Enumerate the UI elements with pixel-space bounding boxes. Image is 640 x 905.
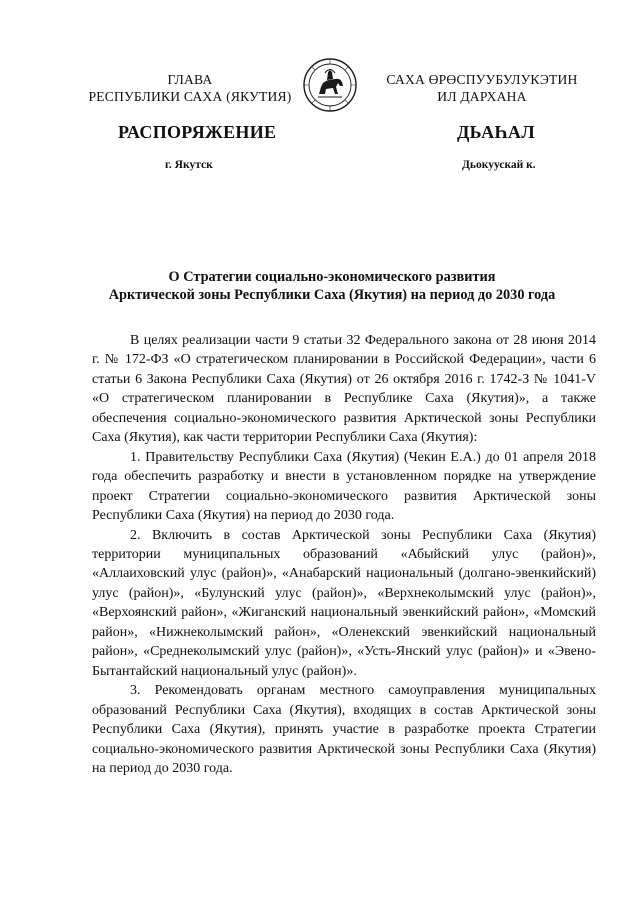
header-left-line-2: РЕСПУБЛИКИ САХА (ЯКУТИЯ) (88, 89, 292, 104)
document-type-ru: РАСПОРЯЖЕНИЕ (118, 122, 277, 142)
clause-3-paragraph: 3. Рекомендовать органам местного самоуправления муниципальных образований Республики Саха (Якутия), входящих в состав Арктической зоны Республики Саха (Якутия), принять участие в разработке проекта Стратегии социально-экономического развития Арктической зоны Республики Саха (Якутия) на период до 2030 года. (92, 683, 596, 776)
header-left-line-1: ГЛАВА (167, 72, 213, 87)
header-right-line-1: САХА ӨРӨСПУУБУЛУКЭТИН (386, 72, 578, 87)
header-right (382, 71, 582, 105)
clause-2-paragraph: 2. Включить в состав Арктической зоны Республики Саха (Якутия) территории муниципальных образований «Абыйский улус (район)», «Аллаиховский улус (район)», «Анабарский национальный (долгано-эвенкийский) улус (район)», «Булунский улус (район)», «Верхнеколымский улус (район)», «Верхоянский район», «Жиганский национальный эвенкийский район», «Момский район», «Нижнеколымский район», «Оленекский эвенкийский национальный район», «Среднеколымский улус (район)», «Усть-Янский улус (район)» и «Эвено-Бытантайский национальный улус (район)». (92, 527, 596, 679)
document-title (80, 268, 584, 304)
city-sah: Дьокуускай к. (462, 159, 536, 171)
preamble-paragraph: В целях реализации части 9 статьи 32 Федерального закона от 28 июня 2014 г. № 172-ФЗ «О стратегическом планировании в Российской Федерации», части 6 статьи 6 Закона Республики Саха (Якутия) от 26 октября 2016 г. 1742-З № 1041-V «О стратегическом планировании в Республике Саха (Якутия)», а также обеспечения социально-экономического развития Арктической зоны Республики Саха (Якутия), как части территории Республики Саха (Якутия): (92, 333, 596, 446)
clause-1-paragraph: 1. Правительству Республики Саха (Якутия) (Чекин Е.А.) до 01 апреля 2018 года обеспечить разработку и внести в установленном порядке на утверждение проект Стратегии социально-экономического развития Арктической зоны Республики Саха (Якутия) на период до 2030 года. (92, 449, 596, 524)
coat-of-arms-icon (302, 57, 358, 113)
title-line-1: О Стратегии социально-экономического развития (168, 269, 496, 285)
header-right-line-2: ИЛ ДАРХАНА (437, 89, 527, 104)
header-left (75, 71, 305, 105)
city-ru: г. Якутск (165, 159, 213, 171)
document-body (92, 331, 596, 778)
document-type-sah: ДЬАҺАЛ (457, 122, 535, 142)
title-line-2: Арктической зоны Республики Саха (Якутия) на период до 2030 года (108, 287, 556, 303)
